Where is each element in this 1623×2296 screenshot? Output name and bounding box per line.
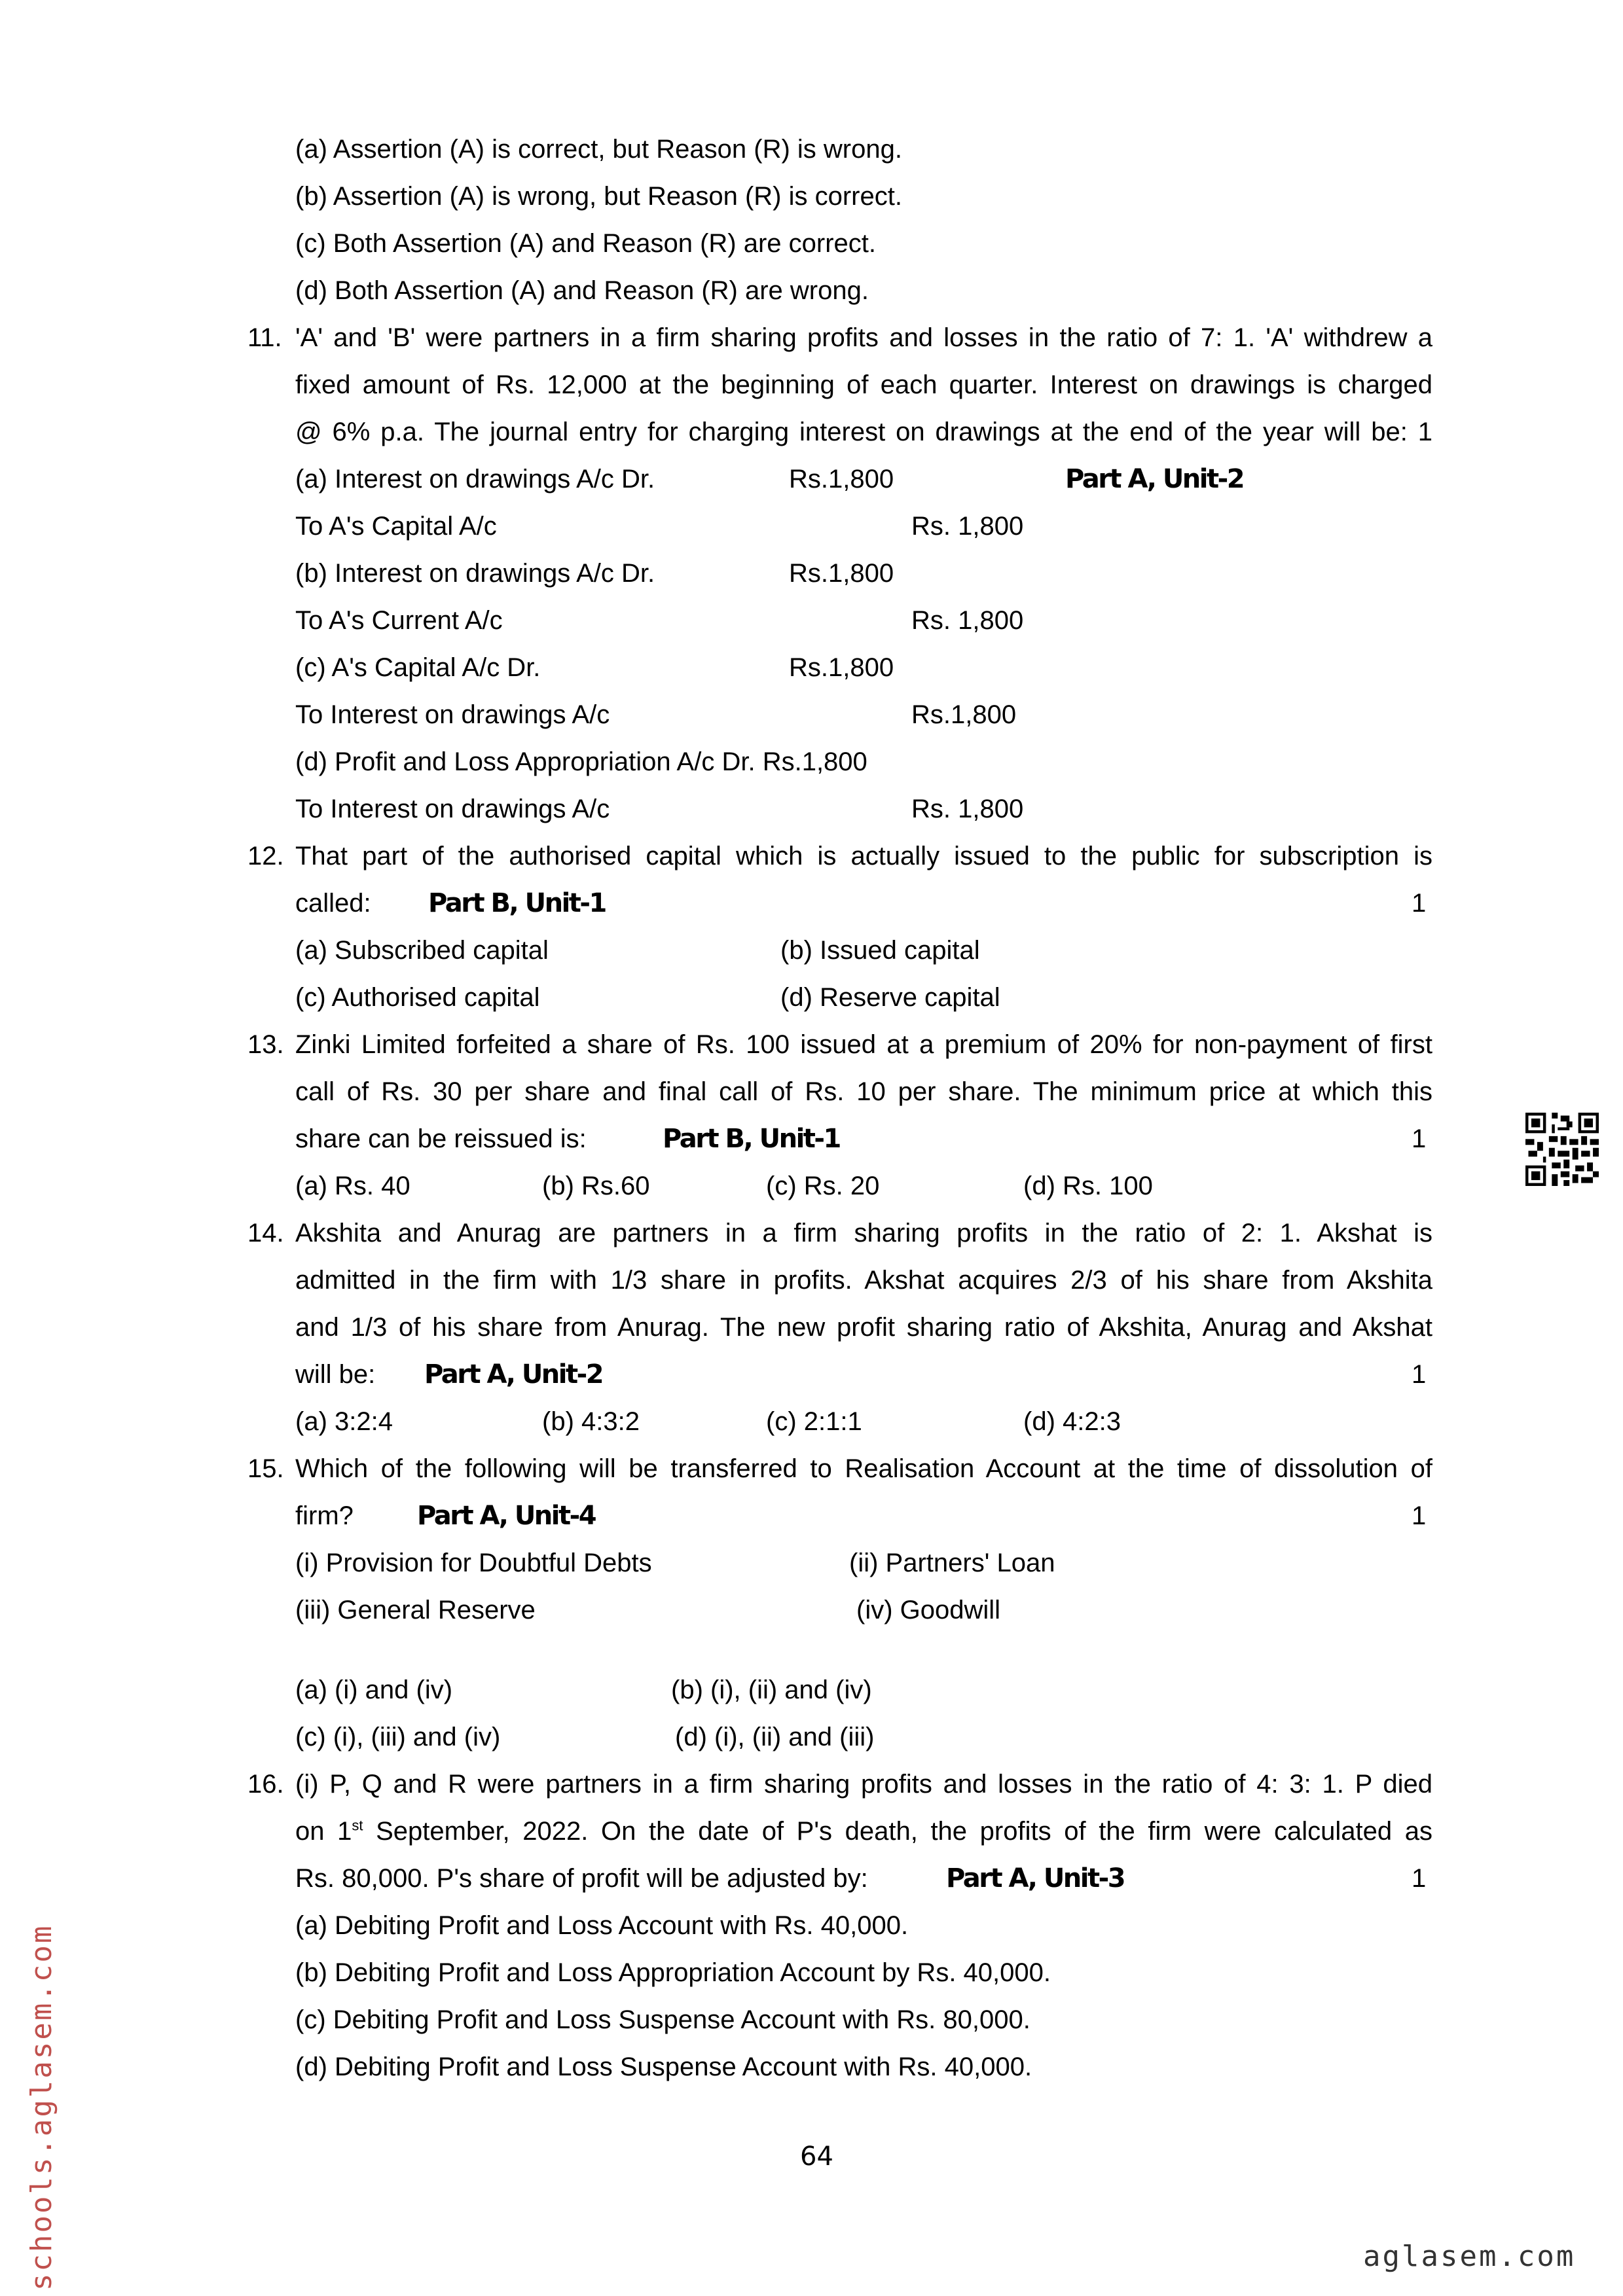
q15-line: Which of the following will be transferred to Realisation Account at the time of dissolution of (295, 1454, 1432, 1483)
q11-option-b-debit: (b) Interest on drawings A/c Dr. (295, 559, 655, 588)
q14-line: admitted in the firm with 1/3 share in profits. Akshat acquires 2/3 of his share from Akshita (295, 1266, 1432, 1295)
question-number: 13. (247, 1030, 284, 1059)
q16-option-d: (d) Debiting Profit and Loss Suspense Account with Rs. 40,000. (295, 2053, 1032, 2081)
q14-line: and 1/3 of his share from Anurag. The new profit sharing ratio of Akshita, Anurag and Akshat (295, 1313, 1432, 1342)
q16-ordinal-suffix: st (352, 1817, 363, 1834)
q11-option-c-credit-amount: Rs.1,800 (911, 700, 1017, 729)
q12-option-c: (c) Authorised capital (295, 983, 540, 1012)
q11-option-b-credit: To A's Current A/c (295, 606, 503, 635)
unit-tag: Part B, Unit-1 (428, 888, 606, 918)
q10-option-d: (d) Both Assertion (A) and Reason (R) are wrong. (295, 276, 869, 305)
page-number: 64 (800, 2142, 833, 2172)
question-number: 11. (247, 323, 282, 352)
marks: 1 (1412, 1501, 1427, 1530)
q16-line: (i) P, Q and R were partners in a firm sharing profits and losses in the ratio of 4: 3: 1. P died (295, 1770, 1432, 1799)
q15-item-iii: (iii) General Reserve (295, 1596, 536, 1624)
question-number: 14. (247, 1219, 284, 1247)
q12-line: That part of the authorised capital which is actually issued to the public for subscription is (295, 842, 1432, 870)
q15-option-c: (c) (i), (iii) and (iv) (295, 1723, 501, 1751)
q16-line: Rs. 80,000. P's share of profit will be adjusted by: (295, 1864, 868, 1893)
unit-tag: Part A, Unit-3 (946, 1863, 1125, 1893)
q15-option-b: (b) (i), (ii) and (iv) (671, 1676, 872, 1704)
q11-line: 'A' and 'B' were partners in a firm sharing profits and losses in the ratio of 7: 1. 'A' withdrew a (295, 323, 1432, 352)
q11-option-d-debit: (d) Profit and Loss Appropriation A/c Dr. Rs.1,800 (295, 747, 867, 776)
q13-option-a: (a) Rs. 40 (295, 1172, 410, 1200)
marks: 1 (1412, 1124, 1427, 1153)
q15-item-ii: (ii) Partners' Loan (849, 1549, 1055, 1577)
q11-option-b-credit-amount: Rs. 1,800 (911, 606, 1024, 635)
q11-option-c-credit: To Interest on drawings A/c (295, 700, 610, 729)
q14-option-c: (c) 2:1:1 (766, 1407, 862, 1436)
marks: 1 (1412, 1360, 1427, 1389)
q11-option-a-credit-amount: Rs. 1,800 (911, 512, 1024, 541)
q13-option-d: (d) Rs. 100 (1023, 1172, 1153, 1200)
qr-code-icon (1525, 1113, 1599, 1186)
q15-option-d: (d) (i), (ii) and (iii) (675, 1723, 875, 1751)
q16-option-c: (c) Debiting Profit and Loss Suspense Account with Rs. 80,000. (295, 2005, 1030, 2034)
q13-line: Zinki Limited forfeited a share of Rs. 100 issued at a premium of 20% for non-payment of first (295, 1030, 1432, 1059)
q16-line (295, 1816, 1432, 1847)
q11-line: fixed amount of Rs. 12,000 at the beginning of each quarter. Interest on drawings is charged (295, 370, 1432, 399)
watermark-left: schools.aglasem.com (25, 1924, 58, 2291)
q12-line: called: (295, 889, 371, 918)
q15-item-iv: (iv) Goodwill (856, 1596, 1001, 1624)
q13-option-c: (c) Rs. 20 (766, 1172, 880, 1200)
q14-line: will be: (295, 1360, 376, 1389)
q13-line: call of Rs. 30 per share and final call of Rs. 10 per share. The minimum price at which this (295, 1077, 1432, 1106)
q15-item-i: (i) Provision for Doubtful Debts (295, 1549, 652, 1577)
q11-option-b-debit-amount: Rs.1,800 (789, 559, 894, 588)
question-number: 15. (247, 1454, 284, 1483)
q11-option-a-credit: To A's Capital A/c (295, 512, 497, 541)
q10-option-b: (b) Assertion (A) is wrong, but Reason (R) is correct. (295, 182, 902, 211)
q12-option-a: (a) Subscribed capital (295, 936, 549, 965)
q10-option-c: (c) Both Assertion (A) and Reason (R) are correct. (295, 229, 876, 258)
q12-option-d: (d) Reserve capital (780, 983, 1000, 1012)
q16-line2-post: September, 2022. On the date of P's death, the profits of the firm were calculated as (363, 1817, 1432, 1846)
q14-option-d: (d) 4:2:3 (1023, 1407, 1121, 1436)
q11-option-d-credit-amount: Rs. 1,800 (911, 795, 1024, 823)
q14-option-b: (b) 4:3:2 (542, 1407, 640, 1436)
q16-option-a: (a) Debiting Profit and Loss Account with Rs. 40,000. (295, 1911, 909, 1940)
q14-line: Akshita and Anurag are partners in a firm sharing profits in the ratio of 2: 1. Akshat is (295, 1219, 1432, 1247)
unit-tag: Part A, Unit-4 (417, 1501, 596, 1531)
q14-option-a: (a) 3:2:4 (295, 1407, 393, 1436)
q11-option-a-debit: (a) Interest on drawings A/c Dr. (295, 465, 655, 493)
q13-option-b: (b) Rs.60 (542, 1172, 650, 1200)
q11-option-c-debit: (c) A's Capital A/c Dr. (295, 653, 541, 682)
q10-option-a: (a) Assertion (A) is correct, but Reason (R) is wrong. (295, 135, 902, 164)
question-number: 16. (247, 1770, 284, 1799)
watermark-right: aglasem.com (1363, 2240, 1576, 2273)
marks: 1 (1412, 889, 1427, 918)
q11-option-a-debit-amount: Rs.1,800 (789, 465, 894, 493)
q15-option-a: (a) (i) and (iv) (295, 1676, 453, 1704)
q11-option-d-credit: To Interest on drawings A/c (295, 795, 610, 823)
unit-tag: Part A, Unit-2 (424, 1359, 603, 1390)
q15-line: firm? (295, 1501, 354, 1530)
q11-line: @ 6% p.a. The journal entry for charging interest on drawings at the end of the year will be: 1 (295, 418, 1432, 446)
q13-line: share can be reissued is: (295, 1124, 587, 1153)
q11-option-c-debit-amount: Rs.1,800 (789, 653, 894, 682)
marks: 1 (1412, 1864, 1427, 1893)
q16-line2-pre: on 1 (295, 1817, 352, 1846)
q16-option-b: (b) Debiting Profit and Loss Appropriation Account by Rs. 40,000. (295, 1958, 1051, 1987)
unit-tag: Part B, Unit-1 (663, 1124, 840, 1154)
question-number: 12. (247, 842, 284, 870)
q12-option-b: (b) Issued capital (780, 936, 980, 965)
unit-tag: Part A, Unit-2 (1065, 464, 1244, 494)
